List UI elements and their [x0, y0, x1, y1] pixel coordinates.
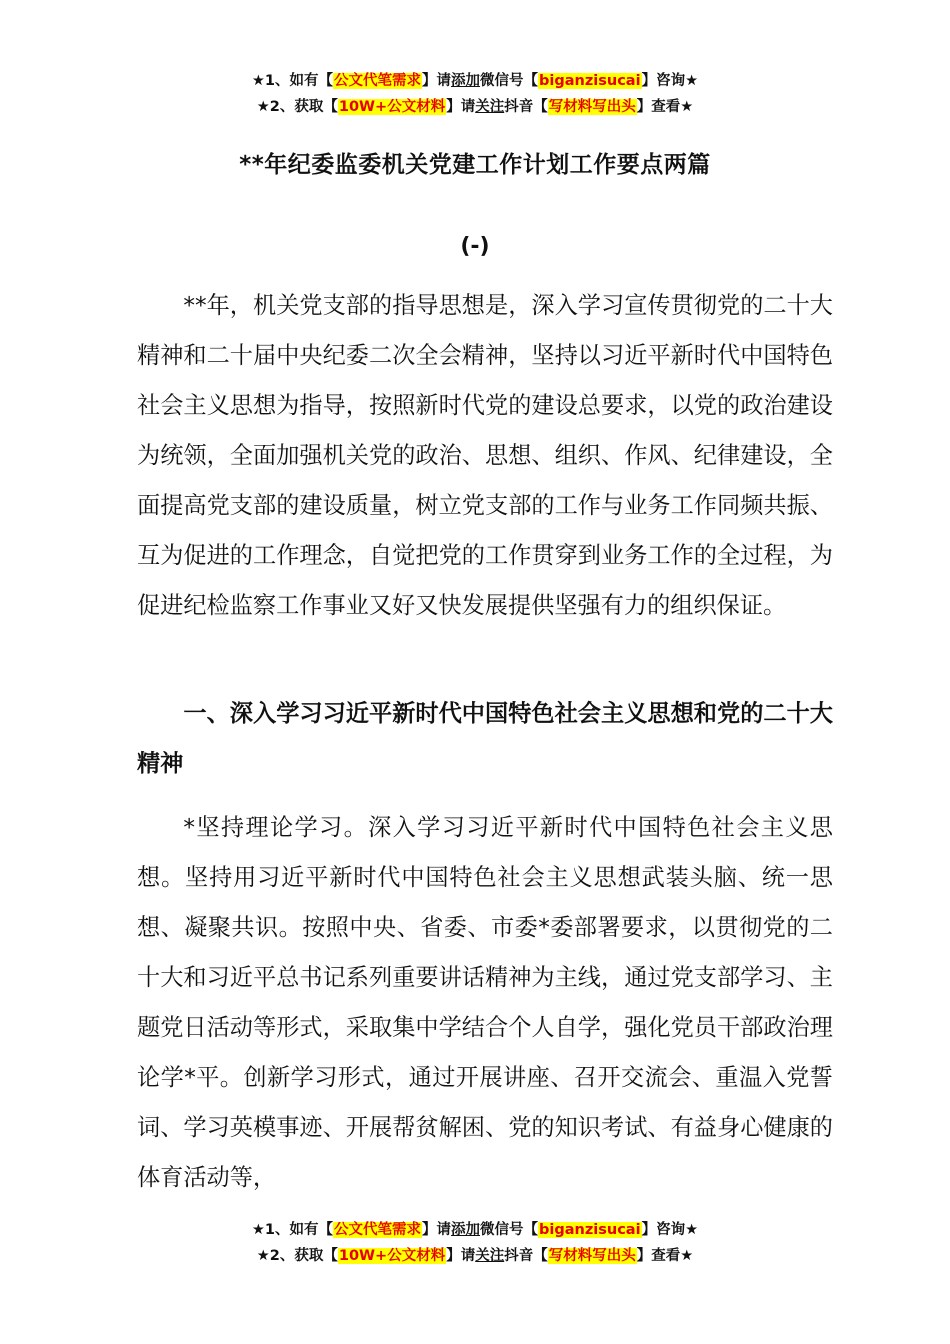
promo-highlight: biganzisucai [539, 1222, 641, 1238]
promo-text: 】请 [446, 99, 476, 115]
promo-text: 抖音【 [504, 1248, 548, 1264]
promo-highlight: 10W+公文材料 [338, 1248, 446, 1264]
promo-underlined: 关注 [475, 99, 505, 115]
promo-highlight: 公文代笔需求 [334, 1222, 422, 1238]
promo-text: 微信号【 [480, 73, 539, 89]
promo-highlight: 10W+公文材料 [338, 99, 446, 115]
promo-text: 抖音【 [504, 99, 548, 115]
section-heading-1 [137, 689, 833, 789]
heading-text: 一、深入学习习近平新时代中国特色社会主义思想和党的二十大精神 [137, 700, 833, 777]
promo-highlight: 写材料写出头 [548, 99, 636, 115]
paragraph-text: *坚持理论学习。深入学习习近平新时代中国特色社会主义思想。坚持用习近平新时代中国特色社会主义思想武装头脑、统一思想、凝聚共识。按照中央、省委、市委*委部署要求，以贯彻党的二十大和习近平总书记系列重要讲话精神为主线，通过党支部学习、主题党日活动等形式，采取集中学结合个人自学，强化党员干部政治理论学*平。创新学习形式，通过开展讲座、召开交流会、重温入党誓词、学习英模事迹、开展帮贫解困、党的知识考试、有益身心健康的体育活动等， [137, 814, 833, 1191]
promo-text: ★2、获取【 [256, 99, 338, 115]
promo-text: ★1、如有【 [251, 1222, 334, 1238]
footer-promo-banner [0, 1217, 950, 1269]
promo-text: 】请 [422, 1222, 452, 1238]
promo-text: 微信号【 [480, 1222, 539, 1238]
promo-text: 】请 [446, 1248, 476, 1264]
promo-line-2 [0, 94, 950, 120]
promo-text: 】查看★ [636, 99, 694, 115]
body-paragraph-1 [137, 281, 833, 631]
promo-highlight: 公文代笔需求 [334, 73, 422, 89]
promo-text: 】请 [422, 73, 452, 89]
promo-underlined: 添加 [451, 73, 481, 89]
promo-underlined: 关注 [475, 1248, 505, 1264]
promo-highlight: biganzisucai [539, 73, 641, 89]
promo-line-2 [0, 1243, 950, 1269]
promo-highlight: 写材料写出头 [548, 1248, 636, 1264]
promo-text: ★1、如有【 [251, 73, 334, 89]
promo-text: ★2、获取【 [256, 1248, 338, 1264]
body-paragraph-2 [137, 803, 833, 1203]
promo-text: 】咨询★ [641, 73, 699, 89]
promo-line-1 [0, 68, 950, 94]
promo-text: 】咨询★ [641, 1222, 699, 1238]
promo-underlined: 添加 [451, 1222, 481, 1238]
document-title: **年纪委监委机关党建工作计划工作要点两篇 [239, 152, 711, 178]
promo-line-1 [0, 1217, 950, 1243]
promo-text: 】查看★ [636, 1248, 694, 1264]
header-promo-banner [0, 68, 950, 120]
paragraph-text: **年，机关党支部的指导思想是，深入学习宣传贯彻党的二十大精神和二十届中央纪委二次全会精神，坚持以习近平新时代中国特色社会主义思想为指导，按照新时代党的建设总要求，以党的政治建设为统领，全面加强机关党的政治、思想、组织、作风、纪律建设，全面提高党支部的建设质量，树立党支部的工作与业务工作同频共振、互为促进的工作理念，自觉把党的工作贯穿到业务工作的全过程，为促进纪检监察工作事业又好又快发展提供坚强有力的组织保证。 [137, 292, 833, 619]
section-marker: (-) [460, 234, 490, 259]
